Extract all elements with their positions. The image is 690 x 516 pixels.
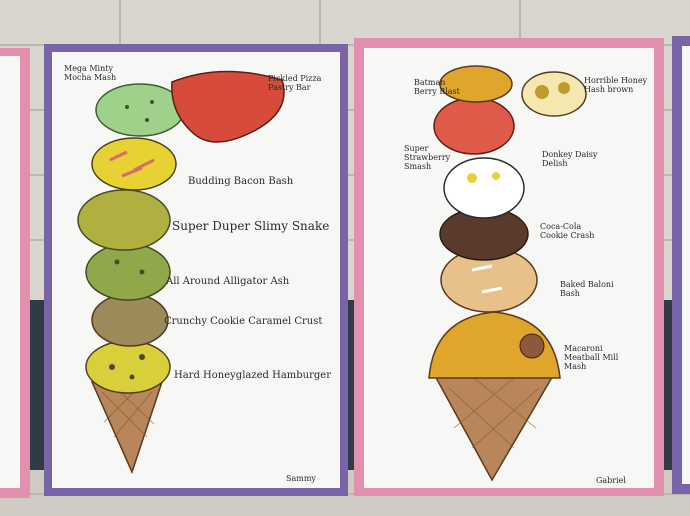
poster-sammy-paper [52, 52, 340, 488]
partial-poster-right [672, 36, 690, 494]
label-coca-cola: Coca-Cola Cookie Crash [540, 222, 595, 241]
label-batman-berry: Batman Berry Blast [414, 78, 460, 97]
label-donkey-daisy: Donkey Daisy Delish [542, 150, 598, 169]
signature-gabriel: Gabriel [596, 476, 626, 485]
label-budding-bacon: Budding Bacon Bash [188, 176, 294, 187]
label-slimy-snake: Super Duper Slimy Snake [172, 219, 330, 233]
label-mega-minty: Mega Minty Mocha Mash [64, 64, 117, 83]
ice-cream-drawing-right [364, 48, 654, 488]
partial-poster-left [0, 48, 30, 498]
ice-cream-drawing-left [52, 52, 340, 488]
label-super-strawberry: Super Strawberry Smash [404, 144, 451, 172]
label-baked-baloni: Baked Baloni Bash [560, 280, 614, 299]
poster-gabriel-paper [364, 48, 654, 488]
label-horrible-honey: Horrible Honey Hash brown [584, 76, 648, 95]
poster-sammy [44, 44, 348, 496]
label-macaroni-meatball: Macaroni Meatball Mill Mash [564, 344, 619, 372]
poster-gabriel [354, 38, 664, 496]
label-honeyglazed: Hard Honeyglazed Hamburger [174, 370, 332, 381]
label-cookie-caramel: Crunchy Cookie Caramel Crust [164, 316, 323, 327]
signature-sammy: Sammy [286, 474, 316, 483]
label-pickled-pizza: Pickled Pizza Pastry Bar [268, 74, 322, 93]
label-alligator-ash: All Around Alligator Ash [166, 276, 290, 287]
